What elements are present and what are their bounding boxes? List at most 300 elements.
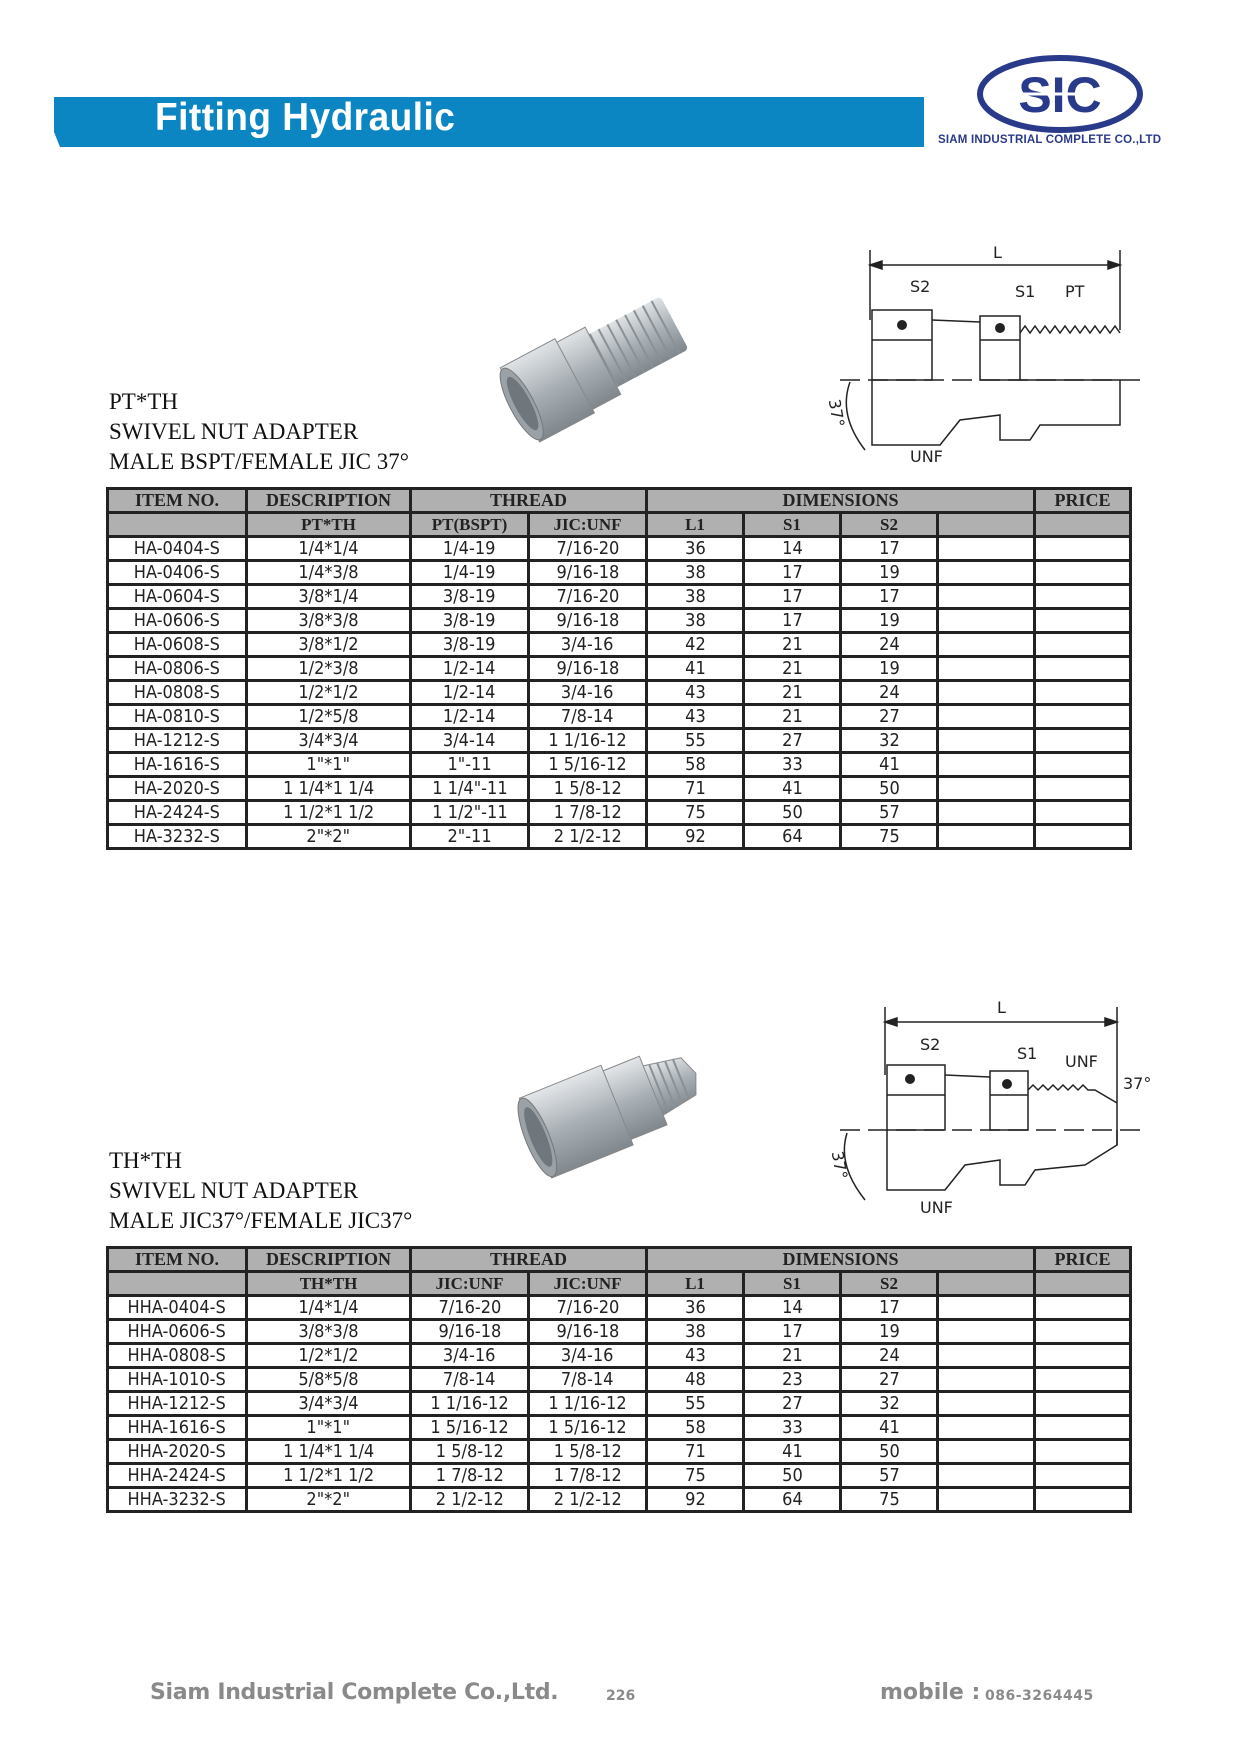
s2-cell-text: 50 <box>878 1440 900 1462</box>
description-cell-text: 2"*2" <box>306 825 351 847</box>
description-cell-text: 3/8*3/8 <box>298 609 359 631</box>
subheader-s2: S2 <box>841 1272 938 1296</box>
extra-cell <box>938 777 1035 801</box>
sic-logo <box>975 54 1145 144</box>
item-no-cell <box>108 537 247 561</box>
l1-cell-text: 38 <box>684 561 706 583</box>
s2-cell-text: 32 <box>878 729 900 751</box>
l1-cell-text: 58 <box>684 753 706 775</box>
thread-1-cell <box>411 537 529 561</box>
description-cell-text: 3/8*1/2 <box>298 633 359 655</box>
s1-cell-text: 23 <box>781 1368 803 1390</box>
thread-1-cell <box>411 705 529 729</box>
l1-cell-text: 41 <box>684 657 706 679</box>
thread-1-cell-text: 2"-11 <box>447 825 492 847</box>
l1-cell-text: 48 <box>684 1368 706 1390</box>
description-cell-text: 1/2*1/2 <box>298 1344 359 1366</box>
price-cell <box>1035 681 1131 705</box>
s2-cell <box>841 681 938 705</box>
l1-cell-text: 58 <box>684 1416 706 1438</box>
s2-cell <box>841 1416 938 1440</box>
extra-cell <box>938 1440 1035 1464</box>
description-cell-text: 2"*2" <box>306 1488 351 1510</box>
l1-cell-text: 55 <box>684 1392 706 1414</box>
table-row <box>108 1344 1131 1368</box>
price-cell <box>1035 1416 1131 1440</box>
diagram-label-pt: PT <box>1065 282 1085 301</box>
technical-diagram-th-th <box>825 995 1165 1220</box>
thread-2-cell-text: 1 5/16-12 <box>548 1416 627 1438</box>
price-cell <box>1035 753 1131 777</box>
s2-cell-text: 41 <box>878 753 900 775</box>
s1-cell <box>744 657 841 681</box>
thread-2-cell <box>529 801 647 825</box>
subheader-l1: L1 <box>647 1272 744 1296</box>
thread-1-cell-text: 1 1/16-12 <box>430 1392 509 1414</box>
subheader-blank <box>1035 1272 1131 1296</box>
l1-cell-text: 43 <box>684 681 706 703</box>
extra-cell <box>938 633 1035 657</box>
thread-1-cell <box>411 1488 529 1512</box>
description-cell <box>247 1296 411 1320</box>
diagram-label-angle: 37° <box>827 1149 852 1181</box>
l1-cell <box>647 657 744 681</box>
thread-2-cell <box>529 681 647 705</box>
s1-cell-text: 64 <box>781 1488 803 1510</box>
s1-cell <box>744 561 841 585</box>
item-no-cell <box>108 1416 247 1440</box>
header-price: PRICE <box>1035 489 1131 513</box>
thread-2-cell-text: 1 7/8-12 <box>553 801 622 823</box>
s1-cell-text: 14 <box>781 1296 803 1318</box>
diagram-label-flare-angle: 37° <box>1123 1074 1152 1093</box>
table-row <box>108 585 1131 609</box>
price-cell <box>1035 585 1131 609</box>
extra-cell <box>938 1344 1035 1368</box>
l1-cell <box>647 1392 744 1416</box>
l1-cell <box>647 1464 744 1488</box>
thread-1-cell <box>411 561 529 585</box>
s1-cell-text: 17 <box>781 561 803 583</box>
description-cell-text: 1 1/2*1 1/2 <box>282 801 375 823</box>
thread-2-cell-text: 3/4-16 <box>561 1344 614 1366</box>
table-row <box>108 1392 1131 1416</box>
page-title: Fitting Hydraulic <box>155 96 456 139</box>
table-row <box>108 777 1131 801</box>
s2-cell <box>841 537 938 561</box>
section-title-line: PT*TH <box>109 389 178 414</box>
s2-cell <box>841 1440 938 1464</box>
l1-cell <box>647 1296 744 1320</box>
thread-1-cell-text: 3/4-14 <box>443 729 496 751</box>
s1-cell <box>744 1464 841 1488</box>
s2-cell-text: 27 <box>878 1368 900 1390</box>
l1-cell <box>647 1440 744 1464</box>
price-cell <box>1035 1368 1131 1392</box>
thread-1-cell-text: 9/16-18 <box>438 1320 501 1342</box>
thread-2-cell <box>529 1464 647 1488</box>
description-cell <box>247 633 411 657</box>
subheader-s1: S1 <box>744 513 841 537</box>
item-no-cell-text: HA-0608-S <box>133 633 221 655</box>
s1-cell-text: 27 <box>781 1392 803 1414</box>
diagram-label-s1: S1 <box>1015 282 1036 301</box>
extra-cell <box>938 657 1035 681</box>
description-cell-text: 1 1/4*1 1/4 <box>282 1440 375 1462</box>
footer-mobile-number: 086-3264445 <box>985 1688 1094 1704</box>
s1-cell <box>744 1416 841 1440</box>
subheader-thread-1: PT(BSPT) <box>411 513 529 537</box>
l1-cell <box>647 777 744 801</box>
thread-1-cell <box>411 585 529 609</box>
s1-cell-text: 41 <box>781 777 803 799</box>
thread-2-cell-text: 2 1/2-12 <box>553 825 622 847</box>
thread-1-cell-text: 3/4-16 <box>443 1344 496 1366</box>
description-cell <box>247 1416 411 1440</box>
thread-2-cell <box>529 609 647 633</box>
section-title-line: MALE BSPT/FEMALE JIC 37° <box>109 449 409 474</box>
s2-cell <box>841 1488 938 1512</box>
s2-cell-text: 19 <box>878 1320 900 1342</box>
extra-cell <box>938 1320 1035 1344</box>
thread-1-cell <box>411 753 529 777</box>
thread-2-cell <box>529 585 647 609</box>
thread-2-cell-text: 7/8-14 <box>561 705 614 727</box>
table-row <box>108 1488 1131 1512</box>
l1-cell <box>647 1344 744 1368</box>
s1-cell-text: 27 <box>781 729 803 751</box>
header-item-no: ITEM NO. <box>108 489 247 513</box>
price-cell <box>1035 777 1131 801</box>
s2-cell <box>841 1368 938 1392</box>
l1-cell <box>647 537 744 561</box>
header-description: DESCRIPTION <box>247 1248 411 1272</box>
s2-cell-text: 24 <box>878 681 900 703</box>
s1-cell <box>744 729 841 753</box>
thread-1-cell-text: 7/16-20 <box>438 1296 501 1318</box>
description-cell <box>247 681 411 705</box>
extra-cell <box>938 825 1035 849</box>
subheader-description: PT*TH <box>247 513 411 537</box>
s1-cell-text: 50 <box>781 801 803 823</box>
item-no-cell-text: HHA-0606-S <box>127 1320 227 1342</box>
thread-2-cell <box>529 633 647 657</box>
s1-cell-text: 21 <box>781 705 803 727</box>
s2-cell-text: 57 <box>878 1464 900 1486</box>
l1-cell <box>647 585 744 609</box>
item-no-cell <box>108 1488 247 1512</box>
thread-1-cell <box>411 1368 529 1392</box>
item-no-cell <box>108 609 247 633</box>
thread-2-cell-text: 7/8-14 <box>561 1368 614 1390</box>
table-row <box>108 1296 1131 1320</box>
description-cell <box>247 657 411 681</box>
l1-cell-text: 38 <box>684 609 706 631</box>
s2-cell-text: 19 <box>878 561 900 583</box>
thread-2-cell <box>529 1488 647 1512</box>
item-no-cell-text: HA-0808-S <box>133 681 221 703</box>
s1-cell <box>744 1392 841 1416</box>
thread-1-cell-text: 3/8-19 <box>443 585 496 607</box>
s2-cell-text: 75 <box>878 1488 900 1510</box>
spec-table-pt-th <box>106 487 1132 850</box>
s2-cell <box>841 657 938 681</box>
s2-cell <box>841 705 938 729</box>
table-row <box>108 1416 1131 1440</box>
thread-1-cell <box>411 1296 529 1320</box>
s2-cell-text: 32 <box>878 1392 900 1414</box>
thread-1-cell-text: 3/8-19 <box>443 609 496 631</box>
item-no-cell-text: HHA-3232-S <box>127 1488 227 1510</box>
description-cell-text: 1/2*1/2 <box>298 681 359 703</box>
diagram-label-unf-female: UNF <box>920 1198 953 1217</box>
table-row <box>108 801 1131 825</box>
extra-cell <box>938 609 1035 633</box>
price-cell <box>1035 1464 1131 1488</box>
item-no-cell <box>108 729 247 753</box>
s1-cell-text: 33 <box>781 753 803 775</box>
s2-cell <box>841 753 938 777</box>
description-cell-text: 1/4*3/8 <box>298 561 359 583</box>
table-row <box>108 561 1131 585</box>
thread-2-cell-text: 7/16-20 <box>556 537 619 559</box>
footer-company-name: Siam Industrial Complete Co.,Ltd. <box>150 1680 559 1705</box>
table-row <box>108 1464 1131 1488</box>
thread-2-cell-text: 9/16-18 <box>556 657 619 679</box>
table-row <box>108 825 1131 849</box>
s1-cell <box>744 1320 841 1344</box>
thread-1-cell <box>411 681 529 705</box>
l1-cell-text: 43 <box>684 705 706 727</box>
table-row <box>108 657 1131 681</box>
thread-1-cell-text: 3/8-19 <box>443 633 496 655</box>
l1-cell <box>647 681 744 705</box>
header-thread: THREAD <box>411 1248 647 1272</box>
thread-1-cell-text: 1/2-14 <box>443 705 496 727</box>
technical-diagram-pt-th <box>810 240 1155 465</box>
item-no-cell <box>108 1464 247 1488</box>
section-title-pt-th <box>109 387 409 477</box>
description-cell-text: 1/2*3/8 <box>298 657 359 679</box>
s1-cell <box>744 609 841 633</box>
l1-cell-text: 55 <box>684 729 706 751</box>
diagram-label-s2: S2 <box>910 277 931 296</box>
s2-cell <box>841 825 938 849</box>
subheader-thread-2: JIC:UNF <box>529 513 647 537</box>
diagram-label-angle: 37° <box>824 397 849 429</box>
item-no-cell-text: HHA-1010-S <box>127 1368 227 1390</box>
table-row <box>108 1320 1131 1344</box>
description-cell <box>247 1488 411 1512</box>
thread-2-cell <box>529 777 647 801</box>
extra-cell <box>938 1416 1035 1440</box>
l1-cell-text: 92 <box>684 1488 706 1510</box>
description-cell <box>247 753 411 777</box>
price-cell <box>1035 1440 1131 1464</box>
s2-cell-text: 41 <box>878 1416 900 1438</box>
description-cell-text: 3/8*3/8 <box>298 1320 359 1342</box>
table-body <box>108 1296 1131 1512</box>
s2-cell-text: 17 <box>878 1296 900 1318</box>
s2-cell-text: 17 <box>878 537 900 559</box>
item-no-cell-text: HHA-1212-S <box>127 1392 227 1414</box>
diagram-label-length: L <box>997 998 1006 1017</box>
s1-cell <box>744 537 841 561</box>
s1-cell <box>744 1440 841 1464</box>
thread-1-cell <box>411 729 529 753</box>
thread-2-cell <box>529 1392 647 1416</box>
description-cell <box>247 609 411 633</box>
thread-2-cell-text: 9/16-18 <box>556 561 619 583</box>
extra-cell <box>938 1488 1035 1512</box>
product-photo-th-th <box>505 1035 715 1185</box>
section-title-line: TH*TH <box>109 1148 182 1173</box>
item-no-cell <box>108 1392 247 1416</box>
thread-2-cell-text: 7/16-20 <box>556 1296 619 1318</box>
price-cell <box>1035 609 1131 633</box>
subheader-blank <box>108 513 247 537</box>
s1-cell <box>744 585 841 609</box>
description-cell <box>247 801 411 825</box>
subheader-blank <box>938 1272 1035 1296</box>
header-item-no: ITEM NO. <box>108 1248 247 1272</box>
s1-cell <box>744 1368 841 1392</box>
header-dimensions: DIMENSIONS <box>647 1248 1035 1272</box>
thread-2-cell-text: 7/16-20 <box>556 585 619 607</box>
l1-cell <box>647 705 744 729</box>
description-cell-text: 1/4*1/4 <box>298 1296 359 1318</box>
thread-2-cell <box>529 1320 647 1344</box>
s1-cell <box>744 1344 841 1368</box>
header-description: DESCRIPTION <box>247 489 411 513</box>
price-cell <box>1035 1488 1131 1512</box>
item-no-cell-text: HA-2020-S <box>133 777 221 799</box>
s1-cell-text: 50 <box>781 1464 803 1486</box>
thread-2-cell <box>529 1344 647 1368</box>
subheader-thread-2: JIC:UNF <box>529 1272 647 1296</box>
product-photo-pt-th <box>495 285 695 445</box>
thread-1-cell <box>411 1392 529 1416</box>
l1-cell-text: 38 <box>684 585 706 607</box>
s2-cell-text: 50 <box>878 777 900 799</box>
table-row <box>108 705 1131 729</box>
thread-1-cell <box>411 777 529 801</box>
thread-2-cell-text: 1 5/8-12 <box>553 1440 622 1462</box>
l1-cell <box>647 1320 744 1344</box>
price-cell <box>1035 1296 1131 1320</box>
s2-cell <box>841 561 938 585</box>
s1-cell-text: 33 <box>781 1416 803 1438</box>
thread-1-cell <box>411 609 529 633</box>
s1-cell-text: 14 <box>781 537 803 559</box>
header-dimensions: DIMENSIONS <box>647 489 1035 513</box>
s2-cell <box>841 585 938 609</box>
item-no-cell <box>108 1440 247 1464</box>
section-title-line: MALE JIC37°/FEMALE JIC37° <box>109 1208 413 1233</box>
item-no-cell <box>108 1296 247 1320</box>
subheader-l1: L1 <box>647 513 744 537</box>
item-no-cell-text: HHA-2020-S <box>127 1440 227 1462</box>
l1-cell <box>647 633 744 657</box>
description-cell-text: 5/8*5/8 <box>298 1368 359 1390</box>
table-row <box>108 633 1131 657</box>
item-no-cell-text: HA-0810-S <box>133 705 221 727</box>
thread-2-cell-text: 3/4-16 <box>561 681 614 703</box>
description-cell-text: 1"*1" <box>306 1416 351 1438</box>
extra-cell <box>938 705 1035 729</box>
item-no-cell-text: HA-1616-S <box>133 753 221 775</box>
thread-2-cell-text: 2 1/2-12 <box>553 1488 622 1510</box>
description-cell-text: 1 1/4*1 1/4 <box>282 777 375 799</box>
s2-cell <box>841 633 938 657</box>
s1-cell <box>744 681 841 705</box>
s2-cell-text: 24 <box>878 633 900 655</box>
s1-cell <box>744 1296 841 1320</box>
thread-2-cell <box>529 729 647 753</box>
l1-cell <box>647 1368 744 1392</box>
price-cell <box>1035 1392 1131 1416</box>
item-no-cell <box>108 753 247 777</box>
extra-cell <box>938 753 1035 777</box>
item-no-cell <box>108 705 247 729</box>
description-cell <box>247 537 411 561</box>
extra-cell <box>938 729 1035 753</box>
description-cell-text: 1/2*5/8 <box>298 705 359 727</box>
thread-2-cell <box>529 1440 647 1464</box>
l1-cell-text: 75 <box>684 801 706 823</box>
price-cell <box>1035 1344 1131 1368</box>
price-cell <box>1035 561 1131 585</box>
extra-cell <box>938 1296 1035 1320</box>
item-no-cell <box>108 1320 247 1344</box>
price-cell <box>1035 825 1131 849</box>
s1-cell-text: 21 <box>781 657 803 679</box>
description-cell <box>247 1392 411 1416</box>
l1-cell-text: 43 <box>684 1344 706 1366</box>
item-no-cell-text: HA-0806-S <box>133 657 221 679</box>
footer-mobile-label: mobile : <box>880 1680 981 1705</box>
description-cell <box>247 1320 411 1344</box>
page-number: 226 <box>606 1688 636 1704</box>
item-no-cell <box>108 1344 247 1368</box>
description-cell <box>247 1368 411 1392</box>
item-no-cell-text: HA-0406-S <box>133 561 221 583</box>
thread-1-cell-text: 1 7/8-12 <box>435 1464 504 1486</box>
s2-cell <box>841 1296 938 1320</box>
description-cell-text: 1/4*1/4 <box>298 537 359 559</box>
thread-2-cell <box>529 657 647 681</box>
thread-2-cell-text: 1 1/16-12 <box>548 1392 627 1414</box>
diagram-label-s2: S2 <box>920 1035 941 1054</box>
item-no-cell <box>108 825 247 849</box>
header-price: PRICE <box>1035 1248 1131 1272</box>
s2-cell <box>841 1464 938 1488</box>
thread-1-cell-text: 1/2-14 <box>443 657 496 679</box>
s1-cell-text: 64 <box>781 825 803 847</box>
s2-cell <box>841 1392 938 1416</box>
thread-1-cell <box>411 1464 529 1488</box>
l1-cell <box>647 801 744 825</box>
thread-1-cell <box>411 825 529 849</box>
subheader-s2: S2 <box>841 513 938 537</box>
thread-2-cell-text: 1 5/8-12 <box>553 777 622 799</box>
description-cell <box>247 729 411 753</box>
company-tagline: SIAM INDUSTRIAL COMPLETE CO.,LTD <box>938 134 1162 146</box>
extra-cell <box>938 1464 1035 1488</box>
thread-1-cell <box>411 1440 529 1464</box>
item-no-cell <box>108 585 247 609</box>
subheader-blank <box>938 513 1035 537</box>
